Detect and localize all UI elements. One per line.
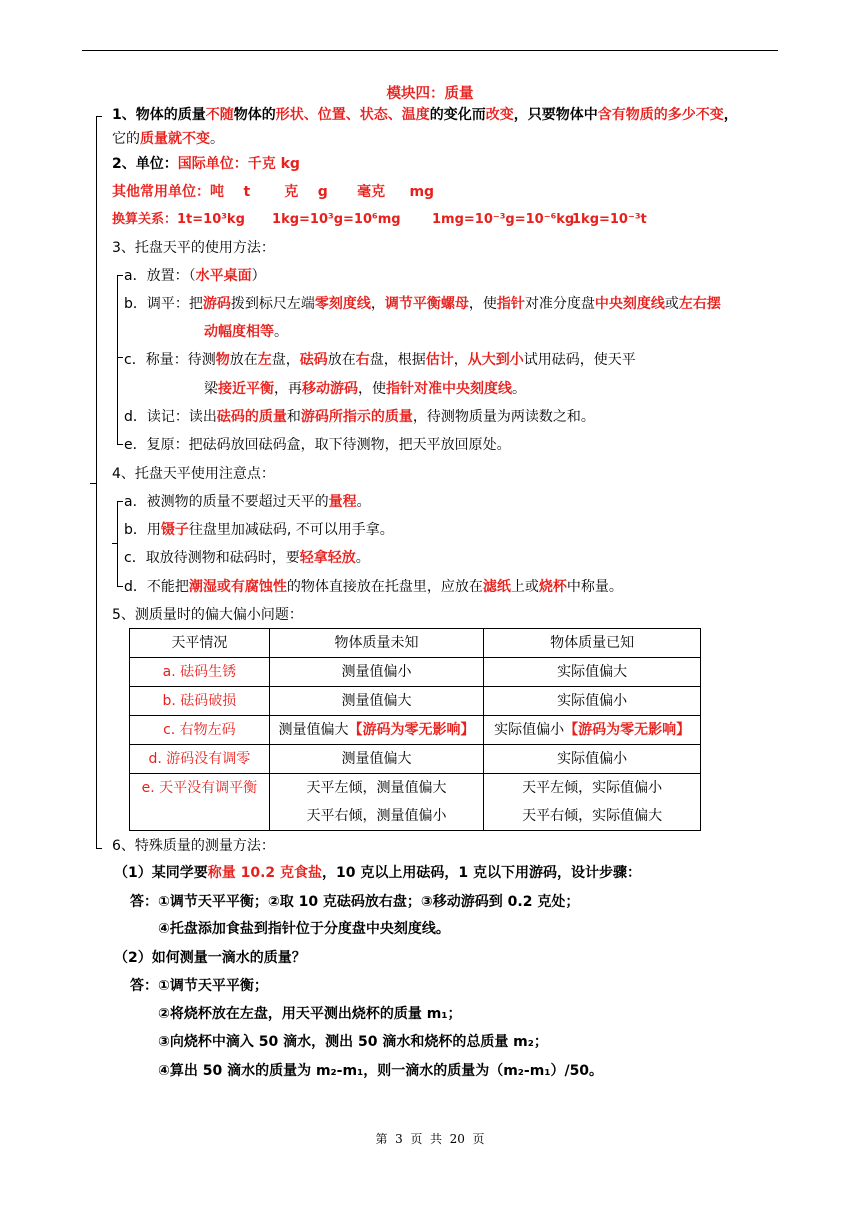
s2-other-units: 其他常用单位：吨 t 克 g 毫克 mg xyxy=(112,184,435,200)
table-header-cell: 天平情况 xyxy=(130,629,270,658)
table-cell: 实际值偏小 xyxy=(484,687,701,716)
bracket-tick xyxy=(96,116,102,117)
s5-heading: 5、测质量时的偏大偏小问题： xyxy=(112,607,303,623)
s6-a2-4: ④算出 50 滴水的质量为 m₂-m₁，则一滴水的质量为（m₂-m₁）/50。 xyxy=(158,1063,604,1079)
s6-q2: （2）如何测量一滴水的质量？ xyxy=(114,950,306,966)
s4-heading: 4、托盘天平使用注意点： xyxy=(112,466,275,482)
table-cell: b. 砝码破损 xyxy=(130,687,270,716)
header-rule xyxy=(82,50,778,51)
s1-line2: 它的质量就不变。 xyxy=(112,131,224,147)
table-cell: 天平左倾，实际值偏小 天平右倾，实际值偏大 xyxy=(484,774,701,831)
table-header-row xyxy=(130,629,701,658)
s4-c: c．取放待测物和砝码时，要轻拿轻放。 xyxy=(124,550,370,566)
s4-a: a．被测物的质量不要超过天平的量程。 xyxy=(124,494,371,510)
table-cell: 天平左倾，测量值偏大 天平右倾，测量值偏小 xyxy=(269,774,484,831)
s2-unit: 2、单位：国际单位：千克 kg xyxy=(112,156,300,172)
bias-table xyxy=(129,628,701,831)
s1-line1: 1、物体的质量不随物体的形状、位置、状态、温度的变化而改变，只要物体中含有物质的多少不变， xyxy=(112,107,738,123)
table-cell: 实际值偏小【游码为零无影响】 xyxy=(484,716,701,745)
table-cell: 实际值偏小 xyxy=(484,745,701,774)
bracket-tick xyxy=(117,444,123,445)
module-title: 模块四：质量 xyxy=(386,86,474,102)
s6-a1: 答：①调节天平平衡；②取 10 克砝码放右盘；③移动游码到 0.2 克处； xyxy=(130,894,580,910)
s3-b: b．调平：把游码拨到标尺左端零刻度线，调节平衡螺母，使指针对准分度盘中央刻度线或左右摆 xyxy=(124,296,721,312)
table-cell: c. 右物左码 xyxy=(130,716,270,745)
table-row xyxy=(130,774,701,831)
s3-bracket xyxy=(117,275,118,444)
s3-d: d．读记：读出砝码的质量和游码所指示的质量，待测物质量为两读数之和。 xyxy=(124,409,595,425)
table-cell: a. 砝码生锈 xyxy=(130,658,270,687)
bracket-tick xyxy=(96,848,102,849)
bracket-tick xyxy=(117,275,123,276)
s6-a1b: ④托盘添加食盐到指针位于分度盘中央刻度线。 xyxy=(158,921,450,937)
table-cell: 测量值偏大 xyxy=(269,687,484,716)
s2-conversion-3: 1kg=10⁻³t xyxy=(572,212,647,227)
table-header-cell: 物体质量未知 xyxy=(269,629,484,658)
s4-b: b．用镊子往盘里加减砝码, 不可以用手拿。 xyxy=(124,522,394,538)
s6-a2-3: ③向烧杯中滴入 50 滴水，测出 50 滴水和烧杯的总质量 m₂； xyxy=(158,1034,548,1050)
table-cell: e. 天平没有调平衡 xyxy=(130,774,270,831)
outer-bracket xyxy=(96,116,97,848)
table-cell: d. 游码没有调零 xyxy=(130,745,270,774)
s6-heading: 6、特殊质量的测量方法： xyxy=(112,838,275,854)
s6-a2-1: 答：①调节天平平衡； xyxy=(130,978,268,994)
bracket-tick xyxy=(117,357,123,358)
s3-heading: 3、托盘天平的使用方法： xyxy=(112,240,275,256)
s6-a2-2: ②将烧杯放在左盘，用天平测出烧杯的质量 m₁； xyxy=(158,1006,462,1022)
bracket-tick xyxy=(117,586,123,587)
s6-q1: （1）某同学要称量 10.2 克食盐，10 克以上用砝码，1 克以下用游码，设计步骤： xyxy=(114,865,642,881)
s3-a: a．放置：（水平桌面） xyxy=(124,268,266,284)
s3-c: c．称量：待测物放在左盘，砝码放在右盘，根据估计，从大到小试用砝码，使天平 xyxy=(124,352,636,368)
page-footer: 第 3 页 共 20 页 xyxy=(375,1132,485,1146)
s3-e: e．复原：把砝码放回砝码盒，取下待测物，把天平放回原处。 xyxy=(124,437,511,453)
s2-conversion-2: 1mg=10⁻³g=10⁻⁶kg xyxy=(432,212,575,227)
table-row xyxy=(130,687,701,716)
s2-conversion-1: 换算关系：1t=10³kg 1kg=10³g=10⁶mg xyxy=(112,212,401,227)
table-row xyxy=(130,745,701,774)
table-cell: 测量值偏大 xyxy=(269,745,484,774)
bracket-tick xyxy=(112,543,117,544)
s3-c-line2: 梁接近平衡，再移动游码，使指针对准中央刻度线。 xyxy=(204,381,526,397)
table-header-cell: 物体质量已知 xyxy=(484,629,701,658)
bracket-tick xyxy=(117,501,123,502)
table-cell: 测量值偏大【游码为零无影响】 xyxy=(269,716,484,745)
s4-bracket xyxy=(117,501,118,586)
table-cell: 测量值偏小 xyxy=(269,658,484,687)
table-row xyxy=(130,716,701,745)
bracket-tick xyxy=(90,483,96,484)
table-cell: 实际值偏大 xyxy=(484,658,701,687)
table-row xyxy=(130,658,701,687)
s3-b-line2: 动幅度相等。 xyxy=(204,324,288,340)
s4-d: d．不能把潮湿或有腐蚀性的物体直接放在托盘里，应放在滤纸上或烧杯中称量。 xyxy=(124,579,623,595)
